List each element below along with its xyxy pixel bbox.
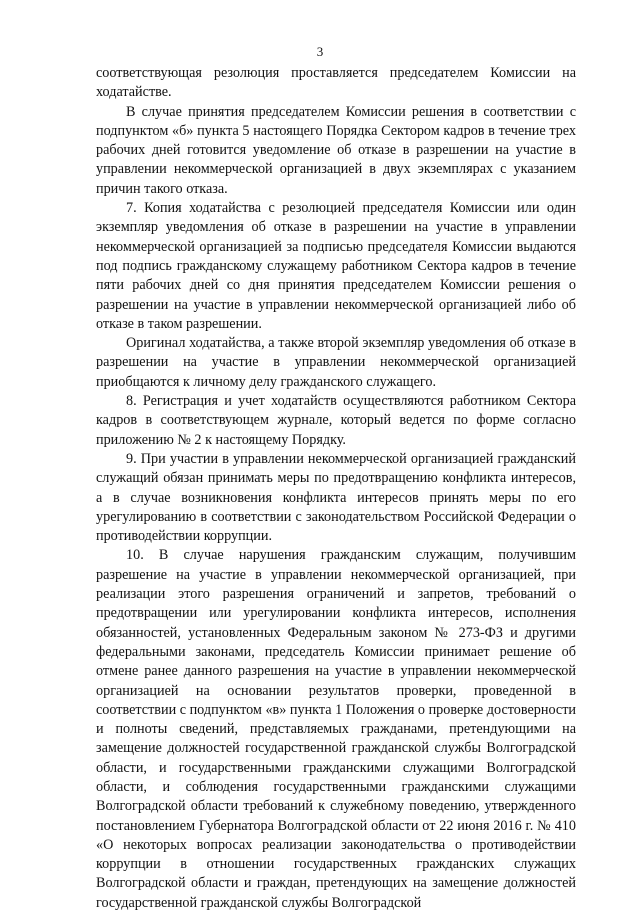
paragraph-resolution: соответствующая резолюция проставляется председателем Комиссии на ходатайстве. [96, 65, 576, 101]
paragraph-8-registration: 8. Регистрация и учет ходатайств осуществляются работником Сектора кадров в соответствующем журнале, который ведется по форме согласно приложению № 2 к настоящему Порядку. [96, 393, 576, 448]
paragraph-7-copy-issuance: 7. Копия ходатайства с резолюцией председателя Комиссии или один экземпляр уведомления об отказе в разрешении на участие в управлении некоммерческой организацией за подписью председателя Комиссии выдаются под подпись гражданскому служащему работником Сектора кадров в течение пяти рабочих дней со дня принятия председателем Комиссии решения о разрешении на участие в управлении некоммерческой организацией либо об отказе в таком разрешении. [96, 200, 576, 332]
paragraph-refusal-notice: В случае принятия председателем Комиссии решения в соответствии с подпунктом «б» пункта 5 настоящего Порядка Сектором кадров в течение трех рабочих дней готовится уведомление об отказе в разрешении на участие в управлении некоммерческой организацией в двух экземплярах с указанием причин такого отказа. [96, 103, 576, 197]
paragraph-10-violation: 10. В случае нарушения гражданским служащим, получившим разрешение на участие в управлении некоммерческой организацией, при реализации этого разрешения ограничений и запретов, требований о предотвращении или урегулировании конфликта интересов, исполнения обязанностей, установленных Федеральным законом № 273-ФЗ и другими федеральными законами, председатель Комиссии принимает решение об отмене ранее данного разрешения на участие в управлении некоммерческой организацией на основании результатов проверки, проведенной в соответствии с подпунктом «в» пункта 1 Положения о проверке достоверности и полноты сведений, представляемых гражданами, претендующими на замещение должностей государственной гражданской службы Волгоградской области, и государственными гражданскими служащими Волгоградской области, и соблюдения государственными гражданскими служащими Волгоградской области требований к служебному поведению, утвержденного постановлением Губернатора Волгоградской области от 22 июня 2016 г. № 410 «О некоторых вопросах реализации законодательства о противодействии коррупции в отношении государственных гражданских служащих Волгоградской области и граждан, претендующих на замещение должностей государственной гражданской службы Волгоградской [96, 547, 576, 911]
paragraph-original-filing: Оригинал ходатайства, а также второй экземпляр уведомления об отказе в разрешении на участие в управлении некоммерческой организацией приобщаются к личному делу гражданского служащего. [96, 335, 576, 390]
document-body [96, 64, 576, 913]
page-number: 3 [316, 44, 324, 59]
paragraph-9-conflict-of-interest: 9. При участии в управлении некоммерческой организацией гражданский служащий обязан принимать меры по предотвращению конфликта интересов, а в случае возникновения конфликта интересов принять меры по его урегулированию в соответствии с законодательством Российской Федерации о противодействии коррупции. [96, 450, 576, 545]
